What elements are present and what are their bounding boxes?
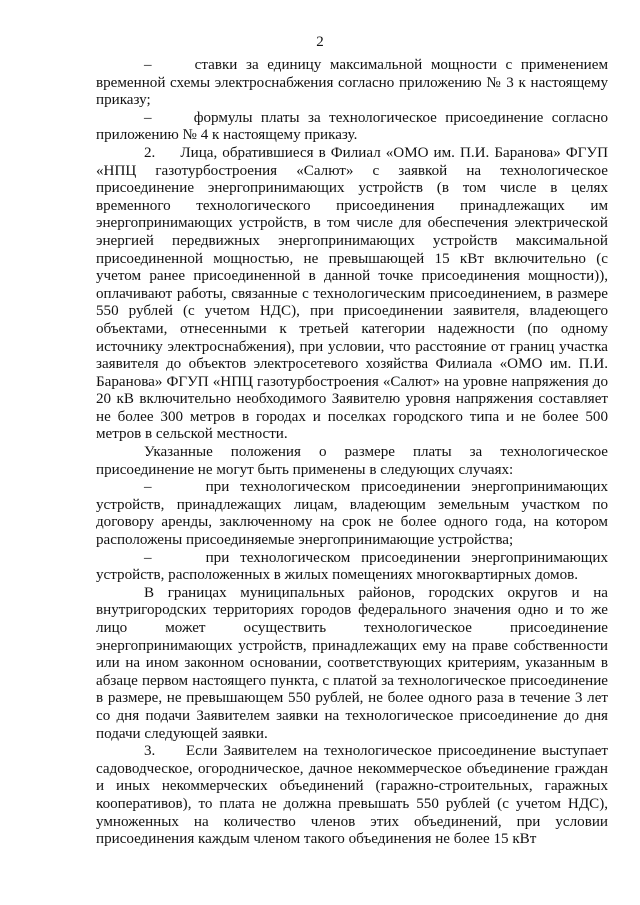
page-number: 2 xyxy=(316,34,324,50)
paragraph-exceptions-intro: Указанные положения о размере платы за технологическое присоединение не могут быть применены в следующих случаях: xyxy=(96,444,608,478)
document-body xyxy=(96,57,608,849)
paragraph-item-2: 2. Лица, обратившиеся в Филиал «ОМО им. П.И. Баранова» ФГУП «НПЦ газотурбостроения «Салют» с заявкой на технологическое присоединение энергопринимающих устройств (в том числе в целях временного технологического присоединения принадлежащих им энергопринимающих устройств, в том числе для обеспечения электрической энергией передвижных энергопринимающих устройств максимальной присоединенной мощностью, не превышающей 15 кВт включительно (с учетом ранее присоединенной в данной точке присоединения мощности)), оплачивают работы, связанные с технологическим присоединением, в размере 550 рублей (с учетом НДС), при присоединении заявителя, владеющего объектами, отнесенными к третьей категории надежности (по одному источнику электроснабжения), при условии, что расстояние от границ участка заявителя до объектов электросетевого хозяйства Филиала «ОМО им. П.И. Баранова» ФГУП «НПЦ газотурбостроения «Салют» на уровне напряжения до 20 кВ включительно необходимого Заявителю уровня напряжения составляет не более 300 метров в городах и поселках городского типа и не более 500 метров в сельской местности. xyxy=(96,144,608,443)
bullet-item-formulas: – формулы платы за технологическое присоединение согласно приложению № 4 к настоящему приказу. xyxy=(96,109,608,144)
paragraph-item-3: 3. Если Заявителем на технологическое присоединение выступает садоводческое, огородническое, дачное некоммерческое объединение граждан и иных некоммерческих объединений (гаражно-строительных, гаражных кооперативов), то плата не должна превышать 550 рублей (с учетом НДС), умноженных на количество членов этих объединений, при условии присоединения каждым членом такого объединения не более 15 кВт xyxy=(96,743,608,848)
bullet-item-lease: – при технологическом присоединении энергопринимающих устройств, принадлежащих лицам, владеющим земельным участком по договору аренды, заключенному на срок не более одного года, на котором расположены присоединяемые энергопринимающие устройства; xyxy=(96,479,608,549)
bullet-item-apartments: – при технологическом присоединении энергопринимающих устройств, расположенных в жилых помещениях многоквартирных домов. xyxy=(96,549,608,584)
paragraph-municipal-limits: В границах муниципальных районов, городских округов и на внутригородских территориях городов федерального значения одно и то же лицо может осуществить технологическое присоединение энергопринимающих устройств, принадлежащих ему на праве собственности или на ином законном основании, соответствующих критериям, указанным в абзаце первом настоящего пункта, с платой за технологическое присоединение в размере, не превышающем 550 рублей, не более одного раза в течение 3 лет со дня подачи Заявителем заявки на технологическое присоединение до дня подачи следующей заявки. xyxy=(96,584,608,742)
bullet-item-rates: – ставки за единицу максимальной мощности с применением временной схемы электроснабжения согласно приложению № 3 к настоящему приказу; xyxy=(96,57,608,109)
